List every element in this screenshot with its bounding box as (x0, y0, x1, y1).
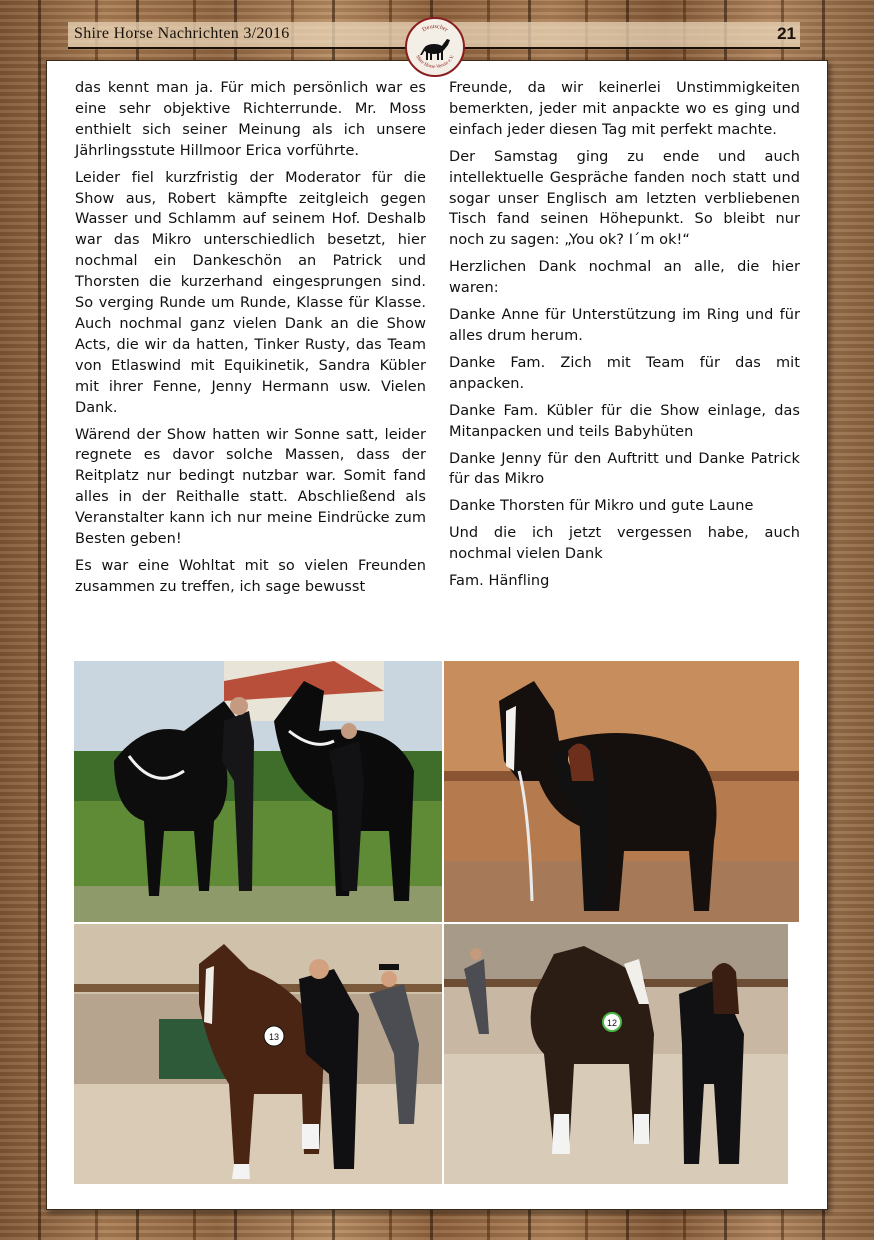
svg-text:Deutscher (422, 24, 449, 33)
paragraph: Danke Jenny für den Auftritt und Danke Patrick für das Mikro (449, 450, 800, 488)
paragraph: Danke Thorsten für Mikro und gute Laune (449, 498, 754, 515)
paragraph: Und die ich jetzt vergessen habe, auch nochmal vielen Dank (449, 525, 800, 563)
logo-text-bottom: Shire Horse Verein e.V. (414, 54, 456, 71)
paragraph: Es war eine Wohltat mit so vielen Freunden zusammen zu treffen, ich sage bewusst (75, 557, 426, 595)
photo-black-horse-indoor (444, 661, 799, 922)
paragraph: Herzlichen Dank nochmal an alle, die hier waren: (449, 259, 800, 297)
signature: Fam. Hänfling (449, 573, 550, 590)
article-left-column (75, 78, 426, 604)
svg-text:Shire Horse Verein e.V. (414, 55, 456, 71)
photo-bay-horse-number-13 (74, 924, 442, 1184)
page-number: 21 (777, 24, 796, 43)
magazine-title: Shire Horse Nachrichten 3/2016 (74, 25, 290, 42)
competitor-number: 12 (606, 1018, 618, 1028)
paragraph: das kennt man ja. Für mich persönlich war es eine sehr objektive Richterrunde. Mr. Moss enthielt sich seiner Meinung als ich unsere Jährlingsstute Hillmoor Erica vorführte. (75, 80, 426, 159)
paragraph: Wärend der Show hatten wir Sonne satt, leider regnete es davor solche Massen, dass der Reitplatz nur bedingt nutzbar war. Somit fand alles in der Reithalle statt. Abschließend als Veranstalter kann ich nur meine Eindrücke zum Besten geben! (75, 426, 426, 548)
paragraph: Danke Fam. Zich mit Team für das mit anpacken. (449, 354, 800, 392)
photo-two-black-horses-outdoors (74, 661, 442, 922)
photo-foal-number-12 (444, 924, 788, 1184)
competitor-number: 13 (268, 1032, 280, 1042)
paragraph: Danke Anne für Unterstützung im Ring und für alles drum herum. (449, 307, 800, 344)
paragraph: Danke Fam. Kübler für die Show einlage, das Mitanpacken und teils Babyhüten (449, 402, 800, 440)
horse-icon (420, 39, 450, 60)
paragraph: Der Samstag ging zu ende und auch intellektuelle Gespräche fanden noch statt und sogar unser Englisch am letzten verbliebenen Tisch fand seinen Höhepunkt. So bleibt nur noch zu sagen: „You ok? I´m ok!“ (449, 148, 800, 249)
association-logo (405, 17, 465, 77)
logo-text-top: Deutscher (421, 23, 449, 34)
paragraph: Freunde, da wir keinerlei Unstimmigkeiten bemerkten, jeder mit anpackte wo es ging und einfach jeder diesen Tag mit perfekt machte. (449, 80, 800, 138)
paragraph: Leider fiel kurzfristig der Moderator für die Show aus, Robert kämpfte zeitgleich gegen Wasser und Schlamm auf seinem Hof. Deshalb war das Mikro unterschiedlich besetzt, hier nochmal ein Dankeschön an Patrick und Thorsten die kurzerhand eingesprungen sind. So verging Runde um Runde, Klasse für Klasse. Auch nochmal ganz vielen Dank an die Show Acts, die wir da hatten, Tinker Rusty, das Team von Etlaswind mit Equikinetik, Sandra Kübler mit ihrer Fenne, Jenny Hermann usw. Vielen Dank. (75, 169, 426, 416)
article-right-column (449, 78, 800, 598)
